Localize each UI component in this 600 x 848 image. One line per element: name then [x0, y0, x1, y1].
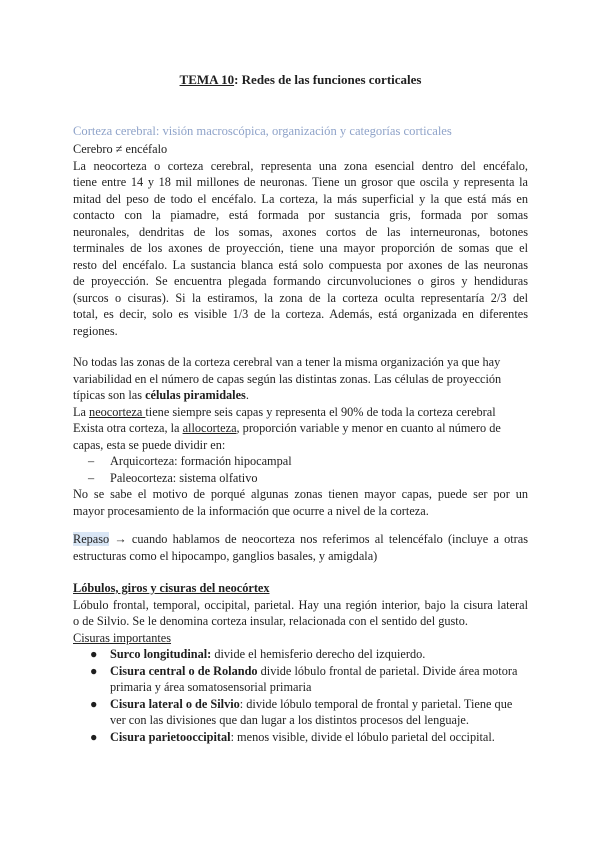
cerebro-line — [73, 141, 528, 158]
section-lobulos — [73, 580, 528, 745]
neocorteza-line — [73, 404, 528, 421]
dash-list — [73, 453, 528, 486]
para1-last-line: regiones. — [73, 323, 118, 338]
cisura-term: Surco longitudinal: — [110, 647, 212, 661]
list-item — [73, 729, 528, 746]
repaso-line-1 — [73, 531, 528, 548]
para1-line: mitad del peso de todo el encéfalo. La corteza, la más superficial y la que está más en — [73, 191, 528, 206]
neo-text-c: tiene siempre seis capas y representa el 90% de toda la corteza cerebral — [145, 404, 496, 419]
para2-line-1: No todas las zonas de la corteza cerebral van a tener la misma organización ya que hay — [73, 355, 501, 369]
cisura-desc: primaria y área somatosensorial primaria — [110, 680, 312, 694]
para1-line: total, es decir, solo es visible 1/3 de la corteza. Además, está organizada en diferentes — [73, 307, 528, 321]
para3-line-1: No se sabe el motivo de porqué algunas zonas tienen mayor capas, puede ser por un — [73, 487, 528, 501]
allocorteza-line — [73, 420, 528, 437]
repaso-line-2: estructuras como el hipocampo, ganglios basales, y amigdala) — [73, 548, 378, 563]
neo-text-a: La — [73, 404, 90, 419]
para3-line-2: mayor procesamiento de la información que ocurre a nivel de la corteza. — [73, 503, 429, 518]
cisura-desc: divide lóbulo frontal de parietal. Divide área motora — [257, 663, 518, 678]
allocorteza-line-2: capas, esta se puede dividir en: — [73, 437, 226, 452]
neocorteza-term: neocorteza — [89, 404, 146, 419]
cerebro-text: Cerebro ≠ encéfalo — [73, 142, 168, 156]
para2-period: . — [245, 388, 249, 402]
title-tema: TEMA 10 — [179, 72, 235, 87]
bullet-icon: ● — [90, 696, 98, 711]
para1-line: La neocorteza o corteza cerebral, representa una zona esencial dentro del encéfalo, — [73, 158, 528, 173]
para2-line-3 — [73, 387, 528, 404]
title-rest: : Redes de las funciones corticales — [234, 72, 422, 87]
cisura-term: Cisura central o de Rolando — [110, 663, 258, 678]
list-item — [73, 663, 528, 696]
list-item: – Arquicorteza: formación hipocampal — [73, 453, 528, 470]
allo-text-c: , proporción variable y menor en cuanto al número de — [236, 421, 501, 435]
allo-text-a: Exista otra corteza, la — [73, 421, 183, 435]
para1-line: neuronales, dendritas de los somas, axones cortos de las interneuronas, botones — [73, 224, 528, 239]
celulas-piramidales: células piramidales — [145, 388, 246, 402]
page-title — [73, 72, 528, 88]
cisura-desc: divide el hemisferio derecho del izquierdo. — [211, 647, 426, 661]
cisura-desc: ver con las divisiones que dan lugar a los distintos procesos del lenguaje. — [110, 713, 469, 727]
lobulos-line-1: Lóbulo frontal, temporal, occipital, parietal. Hay una región interior, bajo la cisura lateral — [73, 597, 528, 612]
list-item — [73, 646, 528, 663]
list-item — [73, 696, 528, 729]
paragraph-repaso — [73, 531, 528, 564]
para1-line: terminales de los axones de proyección, tiene una mayor proporción de somas que el — [73, 241, 528, 255]
list-item: – Paleocorteza: sistema olfativo — [73, 470, 528, 487]
cisura-desc: : menos visible, divide el lóbulo parietal del occipital. — [230, 729, 495, 744]
bullet-icon: ● — [90, 729, 98, 744]
para1-line: resto del encéfalo. La sustancia blanca está solo compuesta por axones de las neuronas — [73, 257, 528, 272]
para2-text: típicas son las — [73, 388, 146, 402]
paragraph-organizacion — [73, 354, 528, 519]
repaso-text: cuando hablamos de neocorteza nos referimos al telencéfalo (incluye a otras — [126, 532, 528, 546]
para1-line: (surcos o cisuras). Si la estiramos, la zona de la corteza oculta representaría 2/3 del — [73, 290, 528, 305]
paragraph-neocorteza — [73, 158, 528, 340]
lobulos-line-2: o de Silvio. Se le denomina corteza insular, relacionada con el sentido del gusto. — [73, 614, 468, 628]
cisuras-list — [73, 646, 528, 745]
para1-line: contacto con la piamadre, está formada por sustancia gris, formada por somas — [73, 208, 528, 222]
cisuras-label: Cisuras importantes — [73, 630, 172, 645]
allocorteza-term: allocorteza — [182, 421, 237, 435]
right-arrow-icon: → — [114, 532, 127, 546]
para1-line: de proyección. Se encuentra plegada formando circunvoluciones o giros y hendiduras — [73, 274, 528, 288]
repaso-label: Repaso — [73, 532, 110, 546]
section-heading-lobulos: Lóbulos, giros y cisuras del neocórtex — [73, 581, 270, 595]
para2-line-2: variabilidad en el número de capas según las distintas zonas. Las células de proyección — [73, 371, 502, 386]
section-heading-corteza: Corteza cerebral: visión macroscópica, organización y categorías corticales — [73, 124, 452, 138]
cisura-desc: : divide lóbulo temporal de frontal y parietal. Tiene que — [239, 696, 513, 711]
cisura-term: Cisura lateral o de Silvio — [110, 696, 240, 711]
cisura-term: Cisura parietooccipital — [110, 729, 231, 744]
bullet-icon: ● — [90, 663, 98, 678]
para1-line: tiene entre 14 y 18 mil millones de neuronas. Tiene un grosor que oscila y representa la — [73, 175, 528, 189]
bullet-icon: ● — [90, 647, 98, 661]
